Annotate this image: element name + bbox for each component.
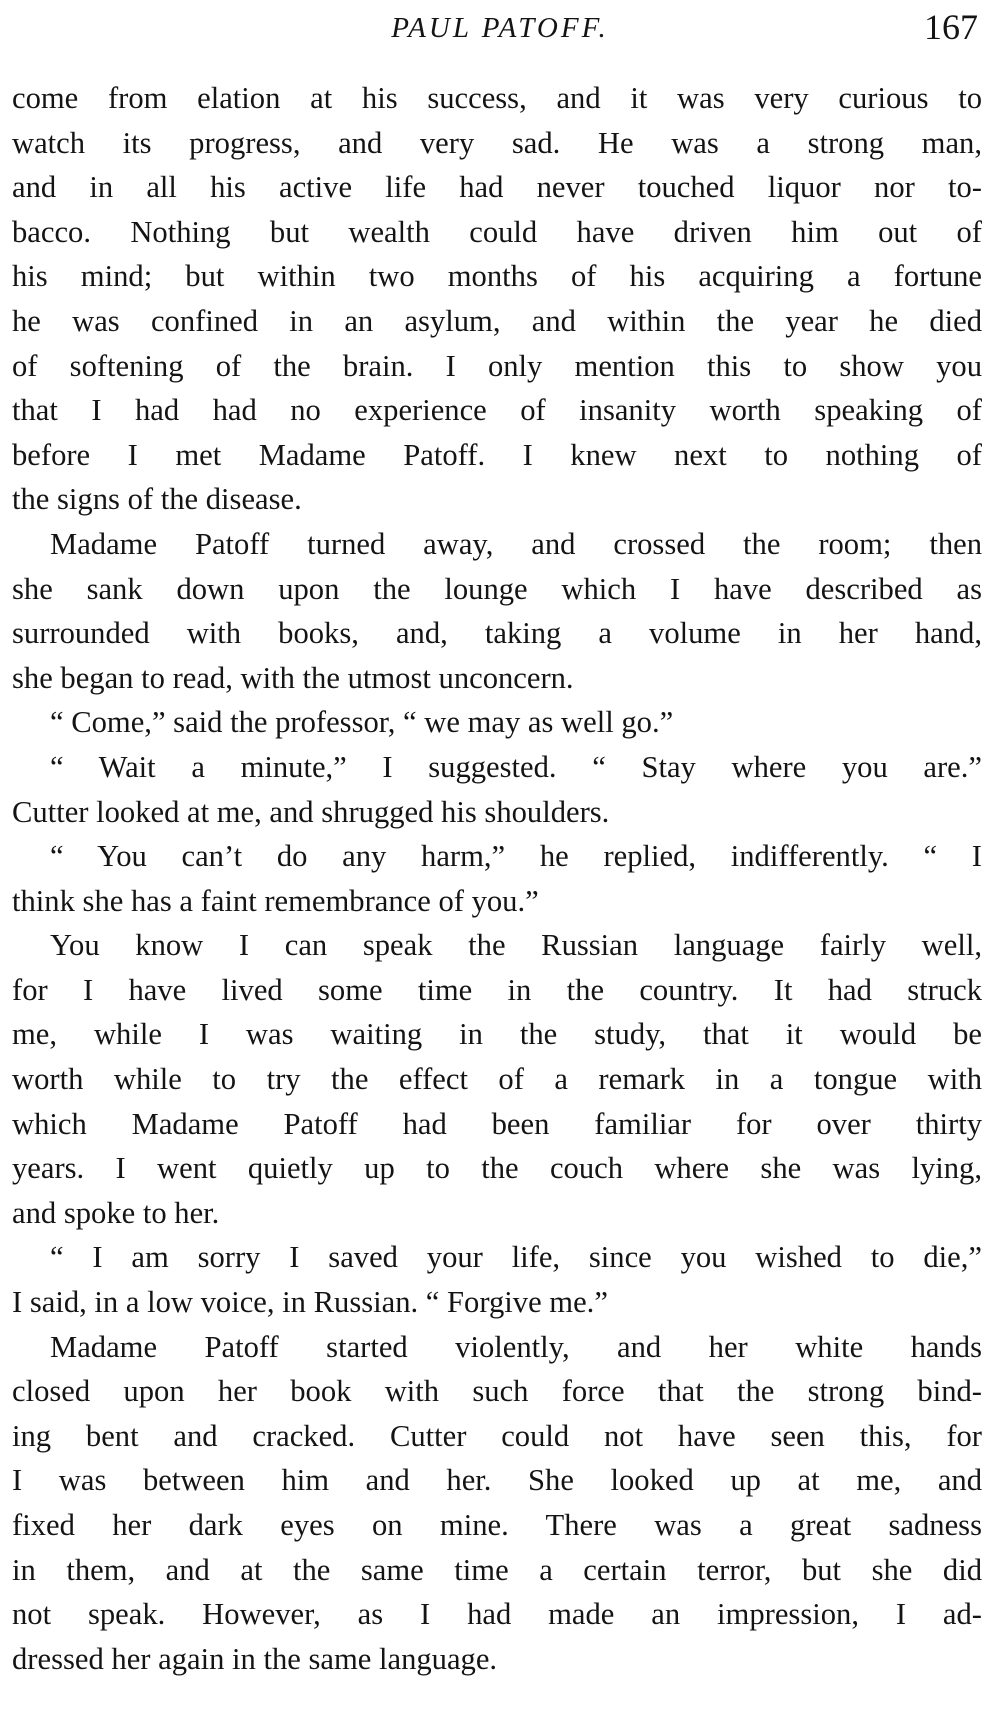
text-line: come from elation at his success, and it was very curious to: [12, 81, 982, 115]
text-line: watch its progress, and very sad. He was a strong man,: [12, 125, 982, 160]
text-line: “ You can’t do any harm,” he replied, indifferently. “ I: [50, 839, 982, 874]
page-number: 167: [924, 7, 978, 47]
text-line: surrounded with books, and, taking a volume in her hand,: [12, 616, 982, 651]
text-line: “ I am sorry I saved your life, since you wished to die,”: [50, 1240, 982, 1275]
running-head: [0, 6, 1000, 50]
text-line: You know I can speak the Russian language fairly well,: [50, 928, 982, 963]
text-line: fixed her dark eyes on mine. There was a great sadness: [12, 1508, 982, 1542]
text-line: the signs of the disease.: [12, 482, 302, 517]
text-line: that I had had no experience of insanity worth speaking of: [12, 393, 982, 428]
text-line: closed upon her book with such force that the strong bind-: [12, 1374, 982, 1409]
text-line: “ Wait a minute,” I suggested. “ Stay where you are.”: [50, 749, 982, 784]
text-line: which Madame Patoff had been familiar for over thirty: [12, 1106, 982, 1141]
text-line: in them, and at the same time a certain terror, but she did: [12, 1552, 982, 1587]
text-line: before I met Madame Patoff. I knew next to nothing of: [12, 437, 982, 472]
body-text: [12, 76, 982, 1681]
text-line: Madame Patoff started violently, and her white hands: [50, 1329, 982, 1364]
text-line: I said, in a low voice, in Russian. “ Forgive me.”: [12, 1285, 608, 1320]
text-line: I was between him and her. She looked up at me, and: [12, 1463, 982, 1498]
text-line: of softening of the brain. I only mention this to show you: [12, 348, 982, 383]
text-line: she sank down upon the lounge which I have described as: [12, 571, 982, 606]
text-line: “ Come,” said the professor, “ we may as well go.”: [50, 705, 674, 740]
text-line: his mind; but within two months of his acquiring a fortune: [12, 259, 982, 294]
text-line: ing bent and cracked. Cutter could not have seen this, for: [12, 1418, 982, 1453]
text-line: worth while to try the effect of a remark in a tongue with: [12, 1062, 982, 1097]
text-line: Cutter looked at me, and shrugged his shoulders.: [12, 794, 610, 829]
text-line: years. I went quietly up to the couch where she was lying,: [12, 1151, 982, 1186]
text-line: and in all his active life had never touched liquor nor to-: [12, 170, 982, 205]
text-line: not speak. However, as I had made an impression, I ad-: [12, 1597, 982, 1632]
text-line: and spoke to her.: [12, 1195, 220, 1230]
text-line: he was confined in an asylum, and within the year he died: [12, 303, 982, 338]
text-line: me, while I was waiting in the study, that it would be: [12, 1017, 982, 1052]
text-line: think she has a faint remembrance of you.”: [12, 883, 539, 918]
text-line: for I have lived some time in the country. It had struck: [12, 972, 982, 1007]
text-line: bacco. Nothing but wealth could have driven him out of: [12, 214, 982, 249]
text-line: Madame Patoff turned away, and crossed the room; then: [50, 526, 982, 561]
running-title: PAUL PATOFF.: [391, 12, 609, 44]
text-line: she began to read, with the utmost unconcern.: [12, 660, 574, 695]
text-line: dressed her again in the same language.: [12, 1641, 498, 1676]
